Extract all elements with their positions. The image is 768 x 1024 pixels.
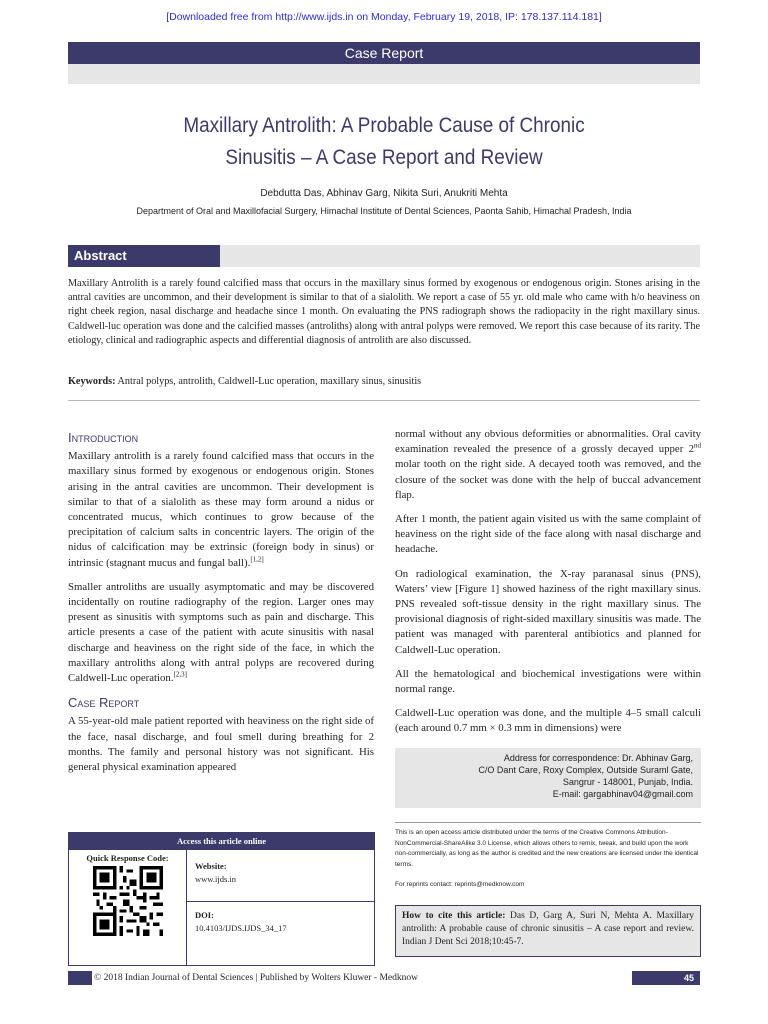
correspondence-box xyxy=(395,748,701,808)
qr-code-icon[interactable] xyxy=(93,866,163,936)
case-paragraph-5: All the hematological and biochemical investigations were within normal range. xyxy=(395,667,701,696)
website-label: Website: xyxy=(195,861,227,871)
abstract-heading: Abstract xyxy=(68,245,220,267)
introduction-heading: Introduction xyxy=(68,430,139,445)
right-column xyxy=(395,427,701,746)
intro-paragraph-2 xyxy=(68,580,374,686)
p1-after: molar tooth on the right side. A decayed tooth was removed, and the closure of the socket was done with the help of buccal advancement flap. xyxy=(395,458,701,501)
header-strip xyxy=(68,64,700,84)
p1-before: normal without any obvious deformities or abnormalities. Oral cavity examination revealed the presence of a grossly decayed upper 2 xyxy=(395,428,701,456)
keywords-list: Antral polyps, antrolith, Caldwell-Luc operation, maxillary sinus, sinusitis xyxy=(117,376,422,387)
intro-p1-text: Maxillary antrolith is a rarely found calcified mass that occurs in the maxillary sinus formed by exogenous or endogenous origin. Stones arising in the antral cavities are uncommon. Their development is similar to that of a sialolith as these may form around a nidus or concentrated mucus, which continues to grow because of the precipitation of calcium salts in concentric layers. The origin of the nidus of calcification may be extrinsic (foreign body in sinus) or intrinsic (stagnant mucus and fungal ball). xyxy=(68,450,374,569)
ordinal-sup: nd xyxy=(694,441,701,450)
access-heading: Access this article online xyxy=(69,833,374,850)
case-report-heading: Case Report xyxy=(68,695,140,711)
keywords xyxy=(68,376,700,387)
access-online-box xyxy=(68,832,375,966)
intro-paragraph-1 xyxy=(68,449,374,571)
article-title xyxy=(100,110,669,174)
reprints-contact: For reprints contact: reprints@medknow.com xyxy=(395,881,525,888)
intro-p2-text: Smaller antroliths are usually asymptomatic and may be discovered incidentally on routine radiography of the region. Larger ones may present as sinusitis with symptoms such as pain and discharge. This article presents a case of the patient with acute sinusitis with nasal discharge and heaviness on the right side of the face, in which the maxillary antroliths along with antral polyps are recovered during Caldwell-Luc operation. xyxy=(68,580,374,685)
citation-label: How to cite this article: xyxy=(402,911,506,921)
divider xyxy=(68,400,700,401)
affiliation: Department of Oral and Maxillofacial Surgery, Himachal Institute of Dental Sciences, Paonta Sahib, Himachal Pradesh, India xyxy=(136,206,632,216)
left-column xyxy=(68,430,374,784)
doi-label: DOI: xyxy=(195,910,214,920)
citation-box xyxy=(395,905,701,957)
authors: Debdutta Das, Abhinav Garg, Nikita Suri, Anukriti Mehta xyxy=(260,188,508,199)
intro-p2-ref[interactable]: [2,3] xyxy=(173,670,187,679)
divider xyxy=(395,822,701,823)
case-paragraph-3: After 1 month, the patient again visited us with the same complaint of heaviness on the right side of the face along with nasal discharge and headache. xyxy=(395,513,701,556)
keywords-label: Keywords: xyxy=(68,376,116,387)
case-paragraph-1: A 55-year-old male patient reported with heaviness on the right side of the face, nasal discharge, and foul smell during breathing for 2 months. The family and personal history was not significant. His general physical examination appeared xyxy=(68,715,374,774)
download-notice: [Downloaded free from http://www.ijds.in on Monday, February 19, 2018, IP: 178.137.114.181] xyxy=(166,11,602,23)
title-line-1: Maxillary Antrolith: A Probable Cause of Chronic xyxy=(183,114,585,137)
citation-text: Das D, Garg A, Suri N, Mehta A. Maxillary antrolith: A probable cause of chronic sinusitis – A case report and review. Indian J Dent Sci 2018;10:45-7. xyxy=(402,911,694,947)
qr-label: Quick Response Code: xyxy=(86,853,169,863)
correspondence-email[interactable]: E-mail: gargabhinav04@gmail.com xyxy=(552,789,693,799)
correspondence-line-2: C/O Dant Care, Roxy Complex, Outside Suraml Gate, xyxy=(478,765,693,775)
section-label: Case Report xyxy=(68,42,700,64)
divider xyxy=(187,901,375,902)
website-link[interactable]: www.ijds.in xyxy=(195,874,237,884)
doi-link[interactable]: 10.4103/IJDS.IJDS_34_17 xyxy=(195,923,287,933)
page-number: 45 xyxy=(683,973,694,983)
case-paragraph-4: On radiological examination, the X-ray paranasal sinus (PNS), Waters’ view [Figure 1] showed haziness of the right maxillary sinus. PNS revealed soft-tissue density in the right maxillary sinus. The provisional diagnosis of right-sided maxillary sinusitis was made. The patient was managed with parenteral antibiotics and planned for Caldwell-Luc operation. xyxy=(395,567,701,656)
title-line-2: Sinusitis – A Case Report and Review xyxy=(225,146,543,169)
intro-p1-ref[interactable]: [1,2] xyxy=(250,555,264,564)
correspondence-line-1: Address for correspondence: Dr. Abhinav Garg, xyxy=(503,753,693,763)
footer-copyright: © 2018 Indian Journal of Dental Sciences | Published by Wolters Kluwer - Medknow xyxy=(92,971,632,985)
abstract-text: Maxillary Antrolith is a rarely found calcified mass that occurs in the maxillary sinus formed by exogenous or endogenous origin. Stones arising in the antral cavities are uncommon, and their development is similar to that of a sialolith. We report a case of 55 yr. old male who came with h/o heaviness on right cheek region, nasal discharge and headache since 1 month. On evaluating the PNS radiograph shows the radiopacity in the right maxillary sinus. Caldwell-luc operation was done and the calcified masses (antroliths) along with antral polyps were removed. We report this case because of its rarity. The etiology, clinical and radiographic aspects and differential diagnosis of antrolith are also discussed. xyxy=(68,278,700,346)
case-paragraph-2 xyxy=(395,427,701,503)
case-paragraph-6: Caldwell-Luc operation was done, and the multiple 4–5 small calculi (each around 0.7 mm × 0.3 mm in dimensions) were xyxy=(395,707,701,735)
correspondence-line-3: Sangrur - 148001, Punjab, India. xyxy=(562,777,693,787)
open-access-notice: This is an open access article distributed under the terms of the Creative Commons Attribution-NonCommercial-ShareAlike 3.0 License, which allows others to remix, tweak, and build upon the work non-commercially, as long as the author is credited and the new creations are licensed under the identical terms. xyxy=(395,829,699,868)
qr-panel xyxy=(69,850,187,965)
